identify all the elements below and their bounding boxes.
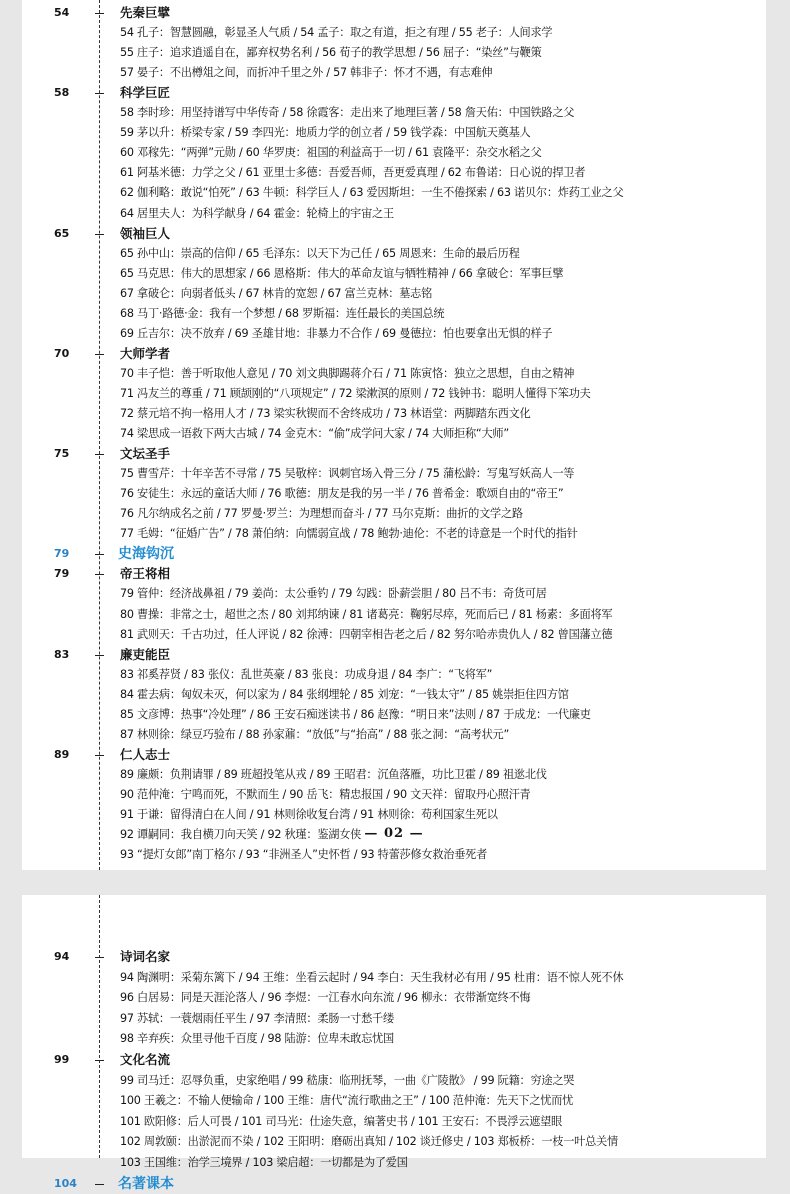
entry-text: 100 王羲之：不输人便输命 / 100 王维：唐代“流行歌曲之王” / 100 范仲淹：先天下之忧而忧: [120, 1094, 574, 1108]
toc-page-top: [22, 0, 766, 870]
entry-text: 102 周敦颐：出淤泥而不染 / 102 王阳明：磨砺出真知 / 102 谈迁修史 / 103 郑板桥：一枝一叶总关情: [120, 1135, 618, 1149]
toc-entry: [22, 584, 766, 604]
heading-text: 文化名流: [120, 1052, 171, 1067]
section-page-number: 94: [54, 950, 70, 963]
entry-text: 67 拿破仑：向弱者低头 / 67 林肯的宽恕 / 67 富兰克林：墓志铭: [120, 286, 433, 300]
heading-text: 领袖巨人: [120, 225, 171, 241]
toc-entry: [22, 1112, 766, 1132]
toc-entry: [22, 765, 766, 785]
toc-entry: [22, 43, 766, 63]
entry-text: 65 马克思：伟大的思想家 / 66 恩格斯：伟大的革命友谊与牺牲精神 / 66 拿破仑：军事巨擘: [120, 266, 564, 280]
entry-text: 65 孙中山：崇高的信仰 / 65 毛泽东：以天下为己任 / 65 周恩来：生命的最后历程: [120, 246, 520, 260]
toc-section-heading: [22, 947, 766, 967]
toc-entry: [22, 404, 766, 424]
heading-text: 文坛圣手: [120, 446, 171, 462]
heading-text: 诗词名家: [120, 949, 171, 964]
toc-entry: [22, 685, 766, 705]
toc-entry: [22, 1153, 766, 1173]
timeline-tick: [95, 957, 104, 958]
toc-entry: [22, 204, 766, 224]
entry-text: 68 马丁·路德·金：我有一个梦想 / 68 罗斯福：连任最长的美国总统: [120, 306, 445, 320]
entry-text: 98 辛弃疾：众里寻他千百度 / 98 陆游：位卑未敢忘忧国: [120, 1032, 394, 1046]
toc-page-bottom: [22, 895, 766, 1192]
entry-text: 94 陶渊明：采菊东篱下 / 94 王维：坐看云起时 / 94 李白：天生我材必有用 / 95 杜甫：语不惊人死不休: [120, 970, 624, 984]
page-number: — 02 —: [364, 826, 424, 841]
timeline-tick: [95, 1184, 104, 1185]
toc-section-heading: [22, 224, 766, 244]
entry-text: 64 居里夫人：为科学献身 / 64 霍金：轮椅上的宇宙之王: [120, 206, 394, 220]
section-page-number: 79: [54, 547, 70, 561]
toc-entry: [22, 605, 766, 625]
toc-entry: [22, 484, 766, 504]
entry-text: 76 凡尔纳成名之前 / 77 罗曼·罗兰：为理想而奋斗 / 77 马尔克斯：曲折的文学之路: [120, 507, 523, 521]
toc-entry: [22, 665, 766, 685]
section-page-number: 104: [54, 1176, 77, 1190]
section-page-number: 83: [54, 647, 70, 661]
section-page-number: 89: [54, 747, 70, 761]
toc-section-heading: [22, 564, 766, 584]
section-page-number: 70: [54, 346, 70, 360]
entry-text: 75 曹雪芹：十年辛苦不寻常 / 75 吴敬梓：讽刺官场入骨三分 / 75 蒲松龄：写鬼写妖高人一等: [120, 467, 575, 481]
entry-text: 74 梁思成一语救下两大古城 / 74 金克木：“偷”成学问大家 / 74 大师拒称“大师”: [120, 427, 509, 441]
section-page-number: 58: [54, 86, 70, 100]
toc-entry: [22, 364, 766, 384]
toc-entry: [22, 284, 766, 304]
toc-entry: [22, 785, 766, 805]
entry-text: 91 于谦：留得清白在人间 / 91 林则徐收复台湾 / 91 林则徐：苟利国家生死以: [120, 808, 498, 821]
timeline-tick: [95, 755, 104, 756]
timeline-tick: [95, 655, 104, 656]
toc-entry: [22, 625, 766, 645]
entry-text: 54 孔子：智慧圆融，彰显圣人气质 / 54 孟子：取之有道，拒之有理 / 55 老子：人间求学: [120, 26, 553, 40]
toc-entry: [22, 725, 766, 745]
timeline-tick: [95, 93, 104, 94]
toc-section-heading: [22, 745, 766, 765]
toc-section-heading: [22, 83, 766, 103]
heading-text: 科学巨匠: [120, 85, 171, 101]
toc-entry: [22, 1091, 766, 1111]
toc-entry: [22, 524, 766, 544]
entry-text: 99 司马迁：忍辱负重，史家绝唱 / 99 嵇康：临刑抚琴，一曲《广陵散》 / 99 阮籍：穷途之哭: [120, 1073, 575, 1087]
toc-section-heading: [22, 344, 766, 364]
entry-text: 71 冯友兰的尊重 / 71 顾颉刚的“八项规定” / 72 梁漱溟的原则 / 72 钱钟书：聪明人懂得下笨功夫: [120, 386, 591, 400]
section-page-number: 99: [54, 1053, 70, 1066]
toc-entry: [22, 1071, 766, 1091]
toc-entry: [22, 23, 766, 43]
entry-text: 76 安徒生：永远的童话大师 / 76 歌德：朋友是我的另一半 / 76 普希金：歌颂自由的“帝王”: [120, 487, 564, 501]
entry-text: 80 曹操：非常之士，超世之杰 / 80 刘邦纳谏 / 81 诸葛亮：鞠躬尽瘁，死而后已 / 81 杨素：多面将军: [120, 607, 613, 621]
timeline-tick: [95, 13, 104, 14]
entry-text: 81 武则天：千古功过，任人评说 / 82 徐溥：四朝宰相告老之后 / 82 努尔哈赤贵仇人 / 82 曾国藩立德: [120, 627, 613, 641]
entry-text: 72 蔡元培不拘一格用人才 / 73 梁实秋锲而不舍终成功 / 73 林语堂：两脚踏东西文化: [120, 407, 531, 420]
heading-text: 先秦巨擘: [120, 5, 171, 20]
toc-section-heading: [22, 444, 766, 464]
entry-text: 93 “提灯女郎”南丁格尔 / 93 “非洲圣人”史怀哲 / 93 特蕾莎修女救治垂死者: [120, 848, 488, 862]
entry-text: 83 祁奚荐贤 / 83 张仪：乱世英豪 / 83 张良：功成身退 / 84 李广：“飞将军”: [120, 667, 493, 681]
toc-entry: [22, 163, 766, 183]
section-page-number: 65: [54, 226, 70, 240]
entry-text: 69 丘吉尔：决不放弃 / 69 圣雄甘地：非暴力不合作 / 69 曼德拉：怕也要拿出无惧的样子: [120, 326, 553, 340]
heading-text: 名著课本: [118, 1175, 174, 1192]
entry-text: 77 毛姆：“征婚广告” / 78 萧伯纳：向懦弱宣战 / 78 鲍勃·迪伦：不老的诗意是一个时代的指针: [120, 527, 578, 541]
entry-text: 61 阿基米德：力学之父 / 61 亚里士多德：吾爱吾师，吾更爱真理 / 62 布鲁诺：日心说的捍卫者: [120, 166, 586, 180]
toc-entry: [22, 1029, 766, 1049]
toc-entry: [22, 244, 766, 264]
heading-text: 帝王将相: [120, 566, 171, 582]
timeline-tick: [95, 234, 104, 235]
heading-text: 史海钩沉: [118, 546, 174, 563]
timeline-tick: [95, 554, 104, 555]
toc-entry: [22, 705, 766, 725]
entry-text: 79 管仲：经济战鼻祖 / 79 姜尚：太公垂钓 / 79 勾践：卧薪尝胆 / 80 吕不韦：奇货可居: [120, 587, 547, 601]
entry-text: 101 欧阳修：后人可畏 / 101 司马光：仕途失意，编著史书 / 101 王安石：不畏浮云遮望眼: [120, 1114, 562, 1128]
heading-text: 仁人志士: [120, 746, 171, 762]
entry-text: 96 白居易：同是天涯沦落人 / 96 李煜：一江春水向东流 / 96 柳永：衣带渐宽终不悔: [120, 991, 531, 1005]
section-page-number: 75: [54, 447, 70, 461]
timeline-tick: [95, 574, 104, 575]
toc-entry: [22, 264, 766, 284]
toc-entry: [22, 183, 766, 203]
section-page-number: 54: [54, 6, 70, 19]
toc-entry: [22, 1132, 766, 1152]
entry-text: 70 丰子恺：善于听取他人意见 / 70 刘文典脚踢蒋介石 / 71 陈寅恪：独立之思想，自由之精神: [120, 366, 575, 380]
section-page-number: 79: [54, 567, 70, 581]
entry-text: 62 伽利略：敢说“怕死” / 63 牛顿：科学巨人 / 63 爱因斯坦：一生不倦探索 / 63 诺贝尔：炸药工业之父: [120, 186, 624, 200]
timeline-tick: [95, 354, 104, 355]
entry-text: 55 庄子：追求逍遥自在，鄙弃权势名利 / 56 荀子的教学思想 / 56 屈子：“染丝”与鞭策: [120, 46, 542, 60]
heading-text: 大师学者: [120, 345, 171, 361]
entry-text: 59 茅以升：桥梁专家 / 59 李四光：地质力学的创立者 / 59 钱学森：中国航天奠基人: [120, 126, 531, 140]
toc-section-heading: [22, 3, 766, 23]
toc-entry: [22, 143, 766, 163]
toc-entry: [22, 424, 766, 444]
entry-text: 89 廉颇：负荆请罪 / 89 班超投笔从戎 / 89 王昭君：沉鱼落雁，功比卫霍 / 89 祖逖北伐: [120, 767, 547, 781]
toc-part-heading: [22, 1174, 766, 1194]
toc-section-heading: [22, 645, 766, 665]
toc-entry: [22, 384, 766, 404]
toc-entry: [22, 324, 766, 344]
toc-entry: [22, 504, 766, 524]
entry-text: 103 王国维：治学三境界 / 103 梁启超：一切都是为了爱国: [120, 1156, 408, 1169]
entry-text: 85 文彦博：热事“冷处理” / 86 王安石痴迷读书 / 86 赵豫：“明日来”法则 / 87 于成龙：一代廉吏: [120, 707, 591, 721]
toc-section-heading: [22, 1050, 766, 1070]
toc-entry: [22, 464, 766, 484]
heading-text: 廉吏能臣: [120, 646, 171, 662]
toc-part-heading: [22, 544, 766, 564]
entry-text: 87 林则徐：绿豆巧验布 / 88 孙家鼐：“放低”与“抬高” / 88 张之洞：“高考状元”: [120, 727, 510, 741]
toc-entry: [22, 805, 766, 825]
toc-entry: [22, 988, 766, 1008]
toc-entry: [22, 103, 766, 123]
toc-entry: [22, 63, 766, 83]
entry-text: 90 范仲淹：宁鸣而死，不默而生 / 90 岳飞：精忠报国 / 90 文天祥：留取丹心照汗青: [120, 787, 531, 801]
toc-entry: [22, 845, 766, 865]
entry-text: 84 霍去病：匈奴未灭，何以家为 / 84 张纲埋轮 / 85 刘宠：“一钱太守” / 85 姚崇拒住四方馆: [120, 687, 569, 701]
toc-entry: [22, 304, 766, 324]
entry-text: 60 邓稼先：“两弹”元勋 / 60 华罗庚：祖国的利益高于一切 / 61 袁隆平：杂交水稻之父: [120, 146, 542, 160]
toc-entry: [22, 1009, 766, 1029]
timeline-tick: [95, 1060, 104, 1061]
timeline-tick: [95, 454, 104, 455]
toc-entry: [22, 123, 766, 143]
entry-text: 58 李时珍：用坚持谱写中华传奇 / 58 徐霞客：走出来了地理巨著 / 58 詹天佑：中国铁路之父: [120, 106, 575, 120]
entry-text: 97 苏轼：一蓑烟雨任平生 / 97 李清照：柔肠一寸愁千缕: [120, 1011, 394, 1025]
entry-text: 57 晏子：不出樽俎之间，而折冲千里之外 / 57 韩非子：怀才不遇，有志难伸: [120, 66, 493, 80]
entry-text: 92 谭嗣同：我自横刀向天笑 / 92 秋瑾：鉴湖女侠: [120, 828, 362, 842]
toc-entry: [22, 968, 766, 988]
